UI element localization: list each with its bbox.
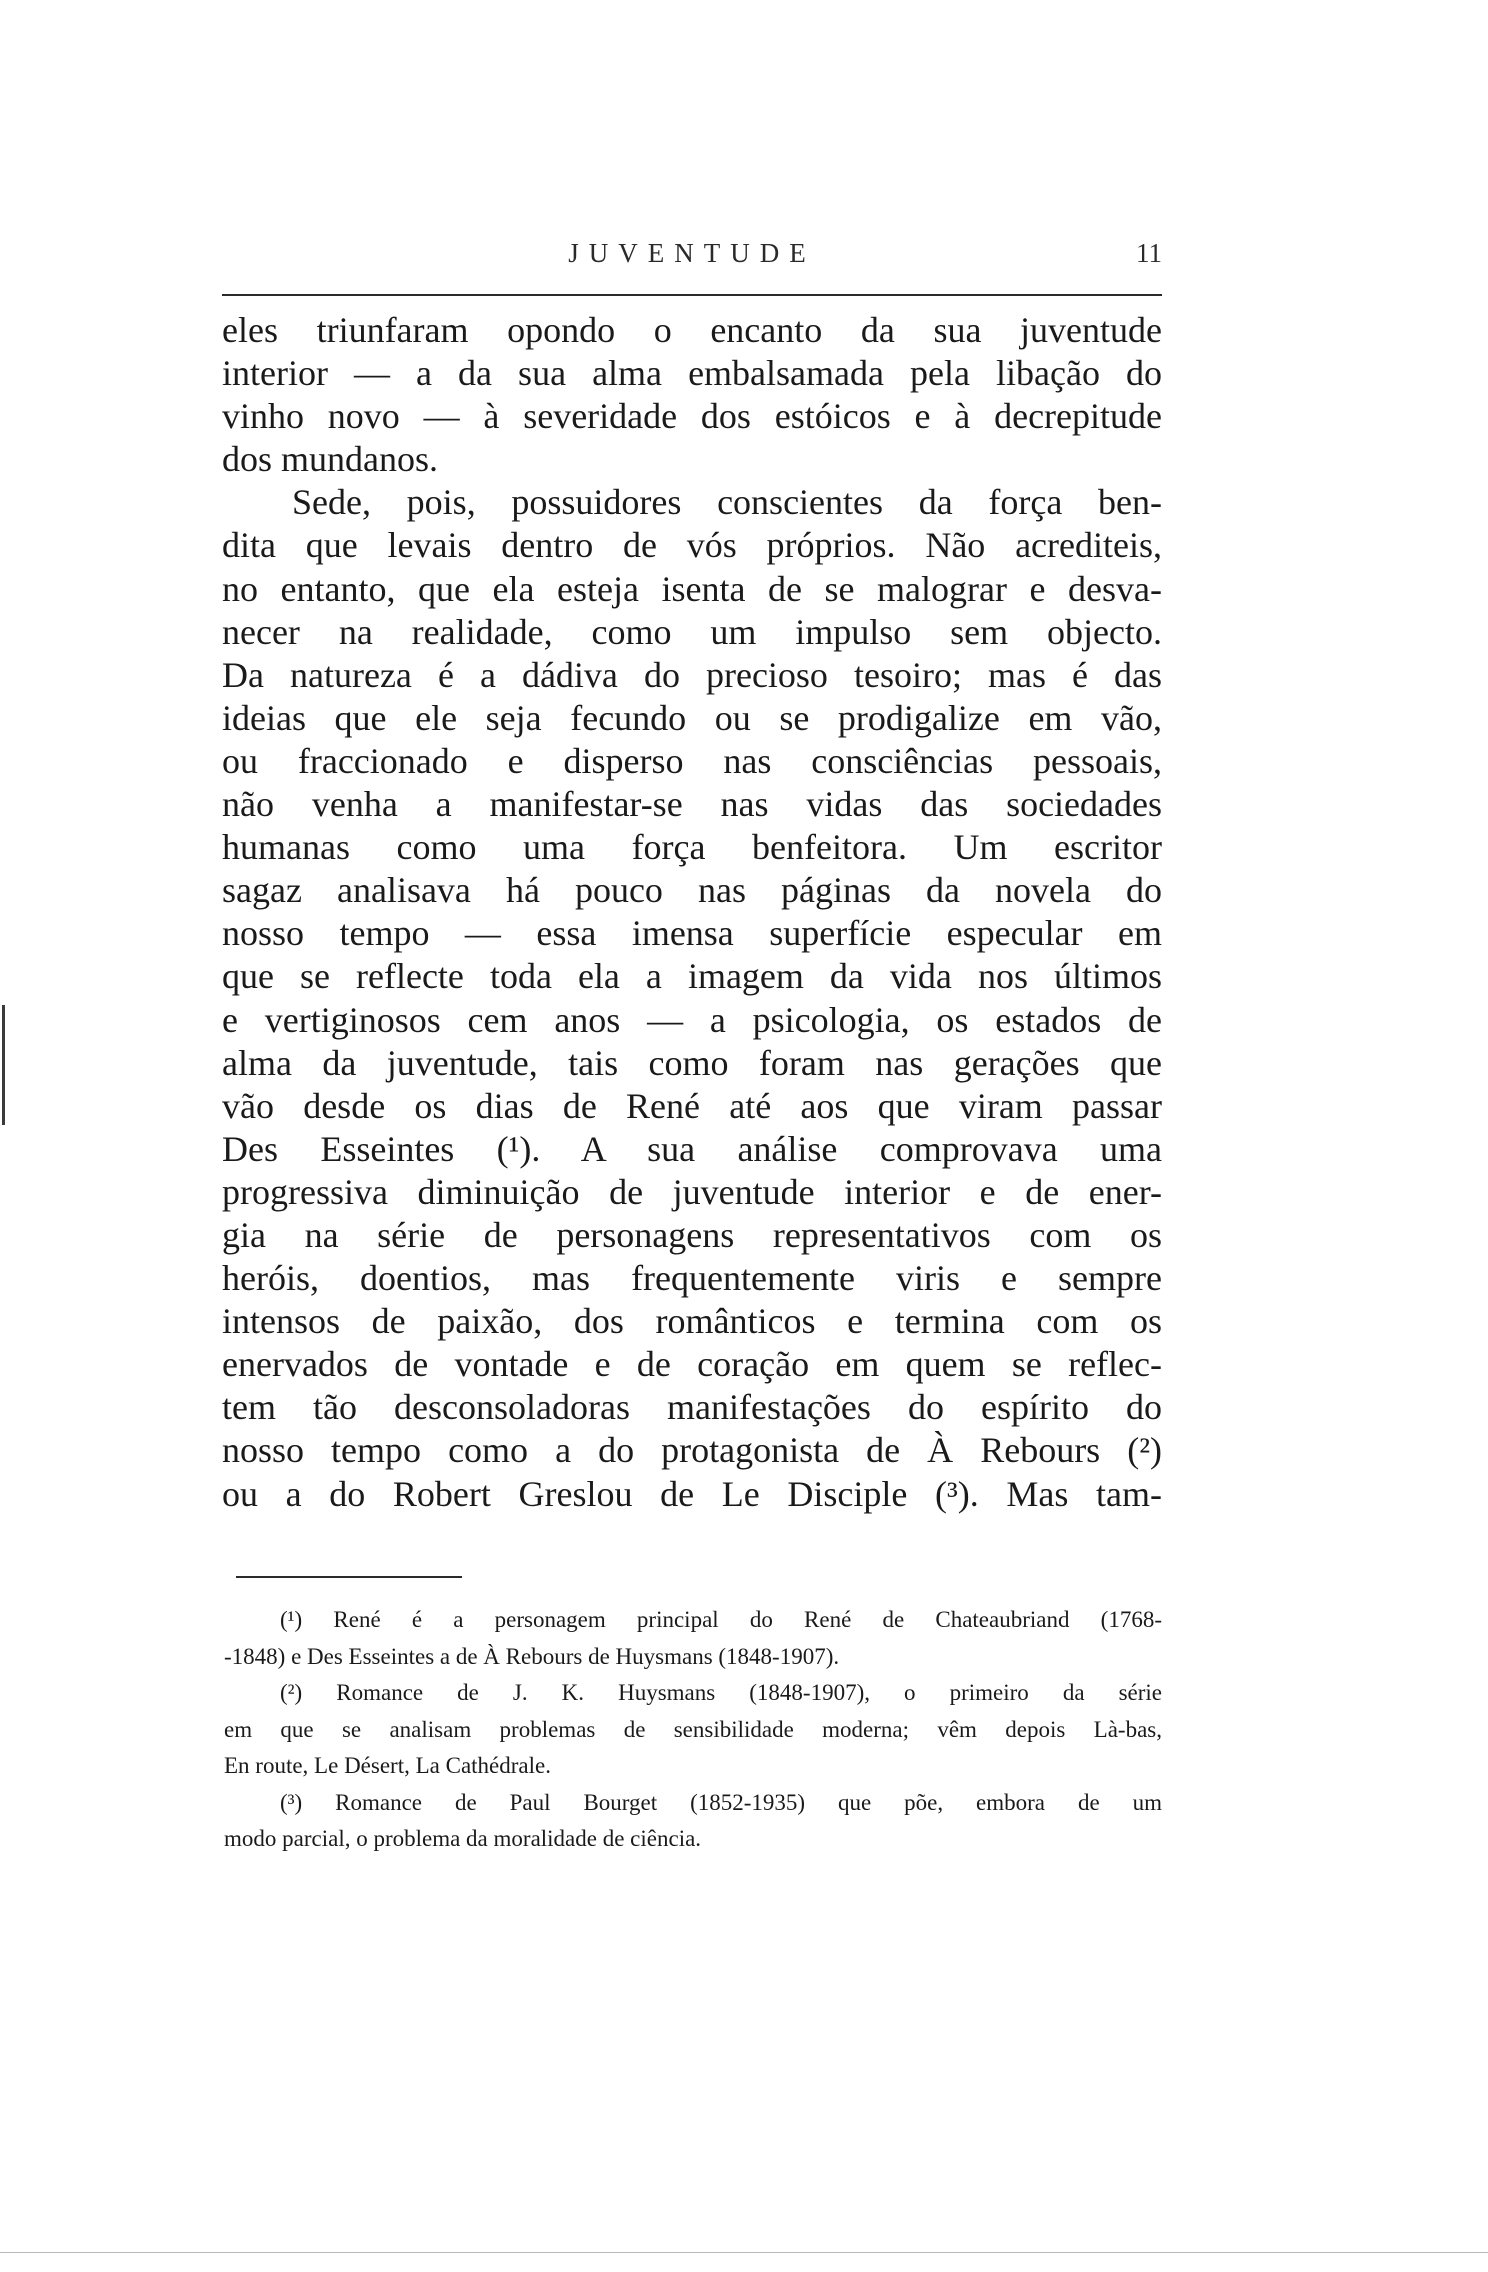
page-number: 11 xyxy=(1136,238,1162,268)
text-line: sagaz analisava há pouco nas páginas da novela do xyxy=(222,870,1162,911)
text-line: gia na série de personagens representativos com os xyxy=(222,1214,1162,1255)
margin-scan-mark xyxy=(2,1005,5,1125)
text-line: humanas como uma força benfeitora. Um escritor xyxy=(222,827,1162,868)
text-line: progressiva diminuição de juventude interior e de ener- xyxy=(222,1171,1162,1212)
text-line: ou a do Robert Greslou de Le Disciple (³). Mas tam- xyxy=(222,1473,1162,1514)
text-line: no entanto, que ela esteja isenta de se malograr e desva- xyxy=(222,568,1162,609)
text-line: que se reflecte toda ela a imagem da vida nos últimos xyxy=(222,956,1162,997)
text-line: heróis, doentios, mas frequentemente viris e sempre xyxy=(222,1258,1162,1299)
text-line: vão desde os dias de René até aos que viram passar xyxy=(222,1085,1162,1126)
footnote-line: (¹) René é a personagem principal do René de Chateaubriand (1768- xyxy=(280,1607,1162,1632)
text-line: ou fraccionado e disperso nas consciências pessoais, xyxy=(222,740,1162,781)
header-rule xyxy=(222,294,1162,296)
text-line: intensos de paixão, dos românticos e termina com os xyxy=(222,1301,1162,1342)
text-line: Sede, pois, possuidores conscientes da força ben- xyxy=(292,482,1162,523)
text-line: vinho novo — à severidade dos estóicos e à decrepitude xyxy=(222,396,1162,437)
footnotes xyxy=(224,1602,1162,1858)
scan-edge xyxy=(0,2252,1488,2253)
text-line: dita que levais dentro de vós próprios. Não acrediteis, xyxy=(222,525,1162,566)
text-line: alma da juventude, tais como foram nas gerações que xyxy=(222,1042,1162,1083)
body-text xyxy=(222,309,1162,1516)
text-line: dos mundanos. xyxy=(222,439,438,480)
footnote-line: (³) Romance de Paul Bourget (1852-1935) que põe, embora de um xyxy=(280,1789,1162,1815)
footnote-line: -1848) e Des Esseintes a de À Rebours de Huysmans (1848-1907). xyxy=(224,1643,840,1669)
text-line: enervados de vontade e de coração em quem se reflec- xyxy=(222,1344,1162,1385)
text-line: nosso tempo — essa imensa superfície especular em xyxy=(222,913,1162,954)
footnote-line: En route, Le Désert, La Cathédrale. xyxy=(224,1753,551,1778)
text-line: tem tão desconsoladoras manifestações do espírito do xyxy=(222,1387,1162,1428)
text-line: necer na realidade, como um impulso sem objecto. xyxy=(222,611,1162,652)
text-line: Da natureza é a dádiva do precioso tesoiro; mas é das xyxy=(222,654,1162,695)
footnote-line: modo parcial, o problema da moralidade de ciência. xyxy=(224,1826,702,1851)
footnote-rule xyxy=(236,1576,462,1578)
running-head: JUVENTUDE xyxy=(568,238,816,268)
footnote-line: em que se analisam problemas de sensibilidade moderna; vêm depois Là-bas, xyxy=(224,1716,1162,1742)
text-line: Des Esseintes (¹). A sua análise comprovava uma xyxy=(222,1128,1162,1169)
page-header xyxy=(222,238,1162,278)
footnote-line: (²) Romance de J. K. Huysmans (1848-1907), o primeiro da série xyxy=(280,1680,1162,1705)
text-line: eles triunfaram opondo o encanto da sua juventude xyxy=(222,310,1162,350)
text-line: ideias que ele seja fecundo ou se prodigalize em vão, xyxy=(222,697,1162,738)
text-line: não venha a manifestar-se nas vidas das sociedades xyxy=(222,784,1162,825)
text-line: interior — a da sua alma embalsamada pela libação do xyxy=(222,353,1162,394)
text-line: e vertiginosos cem anos — a psicologia, os estados de xyxy=(222,999,1162,1040)
text-line: nosso tempo como a do protagonista de À Rebours (²) xyxy=(222,1430,1162,1471)
